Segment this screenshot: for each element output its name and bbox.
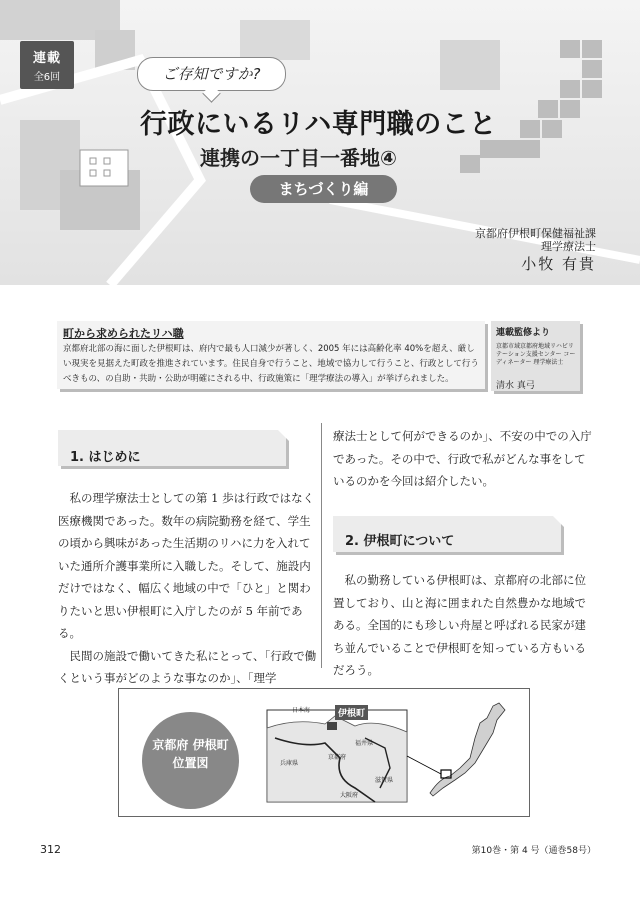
supervisor-organization: 京都市域京都府地域リハビリテーション支援センター コーディネーター 理学療法士 (496, 343, 576, 366)
section2-paragraph: 私の勤務している伊根町は、京都府の北部に位置しており、山と海に囲まれた自然豊かな地域である。全国的にも珍しい舟屋と呼ばれる民家が建ち並んでいることで伊根町を知っている方もいるだろう。 (333, 573, 586, 677)
map-label-fukui: 福井県 (355, 740, 374, 747)
supervisor-title: 連載監修より (496, 328, 551, 338)
map-label-hyogo: 兵庫県 (280, 760, 299, 767)
map-title (142, 736, 239, 772)
map-label-osaka: 大阪府 (340, 792, 359, 799)
section2-body (333, 569, 595, 682)
article-title: 行政にいるリハ専門職のこと (140, 109, 497, 140)
series-badge (20, 41, 74, 89)
edition-badge: まちづくり編 (250, 175, 397, 203)
author-role: 理学療法士 (541, 240, 596, 253)
article-subtitle: 連携の一丁目一番地④ (200, 146, 397, 170)
issue-info: 第10巻・第 4 号（通巻58号） (471, 846, 596, 856)
map-label-kyoto: 京都府 (328, 754, 347, 761)
japan-outline (430, 703, 505, 796)
section2-title: 2. 伊根町について (345, 534, 455, 549)
map-label-ine: 伊根町 (335, 705, 368, 720)
map-label-sea: 日本海 (292, 707, 311, 714)
section1-title: 1. はじめに (70, 450, 141, 465)
section1-paragraph: 民間の施設で働いてきた私にとって、「行政で働くという事がどのような事なのか」、「理学 (58, 648, 317, 685)
series-label: 連載 (32, 51, 61, 66)
column2-continuation (333, 425, 595, 493)
summary-body: 京都府北部の海に面した伊根町は、府内で最も人口減少が著しく、2005 年には高齢化率 40%を超え、厳しい現実を見据えた町政を推進されています。住民自身で行うこと、地域で協力して行うこと、行政として行うべきもの、の自助・共助・公助が明確にされる中、行政施策に「理学療法の導入」が挙げられました。 (63, 344, 479, 384)
author-name: 小牧 有貴 (521, 255, 596, 273)
section1-body (58, 487, 320, 690)
map-title-line2: 位置図 (172, 756, 209, 770)
section1-paragraph: 私の理学療法士としての第 1 歩は行政ではなく医療機関であった。数年の病院勤務を経て、学生の頃から興味があった生活期のリハに力を入れていた通所介護事業所に入職した。そして、施設内だけではなく、幅広く地域の中で「ひと」と関わりたいと思い伊根町に入庁したのが 5 年前である。 (58, 491, 315, 640)
callout-line (407, 756, 441, 774)
speech-bubble: ご存知ですか? (137, 57, 286, 91)
author-organization: 京都府伊根町保健福祉課 (475, 227, 596, 240)
column-divider (321, 423, 322, 668)
summary-heading: 町から求められたリハ職 (63, 327, 184, 340)
map-label-shiga: 滋賀県 (375, 777, 394, 784)
ine-marker (327, 722, 337, 730)
continuation-paragraph: 療法士として何ができるのか」、不安の中での入庁であった。その中で、行政で私がどんな事をしているのかを今回は紹介したい。 (333, 429, 592, 488)
supervisor-name: 清水 真弓 (496, 381, 535, 391)
regional-map (265, 698, 515, 808)
series-count: 全6回 (33, 72, 61, 83)
map-title-line1: 京都府 伊根町 (152, 738, 229, 752)
page-number: 312 (40, 843, 61, 856)
